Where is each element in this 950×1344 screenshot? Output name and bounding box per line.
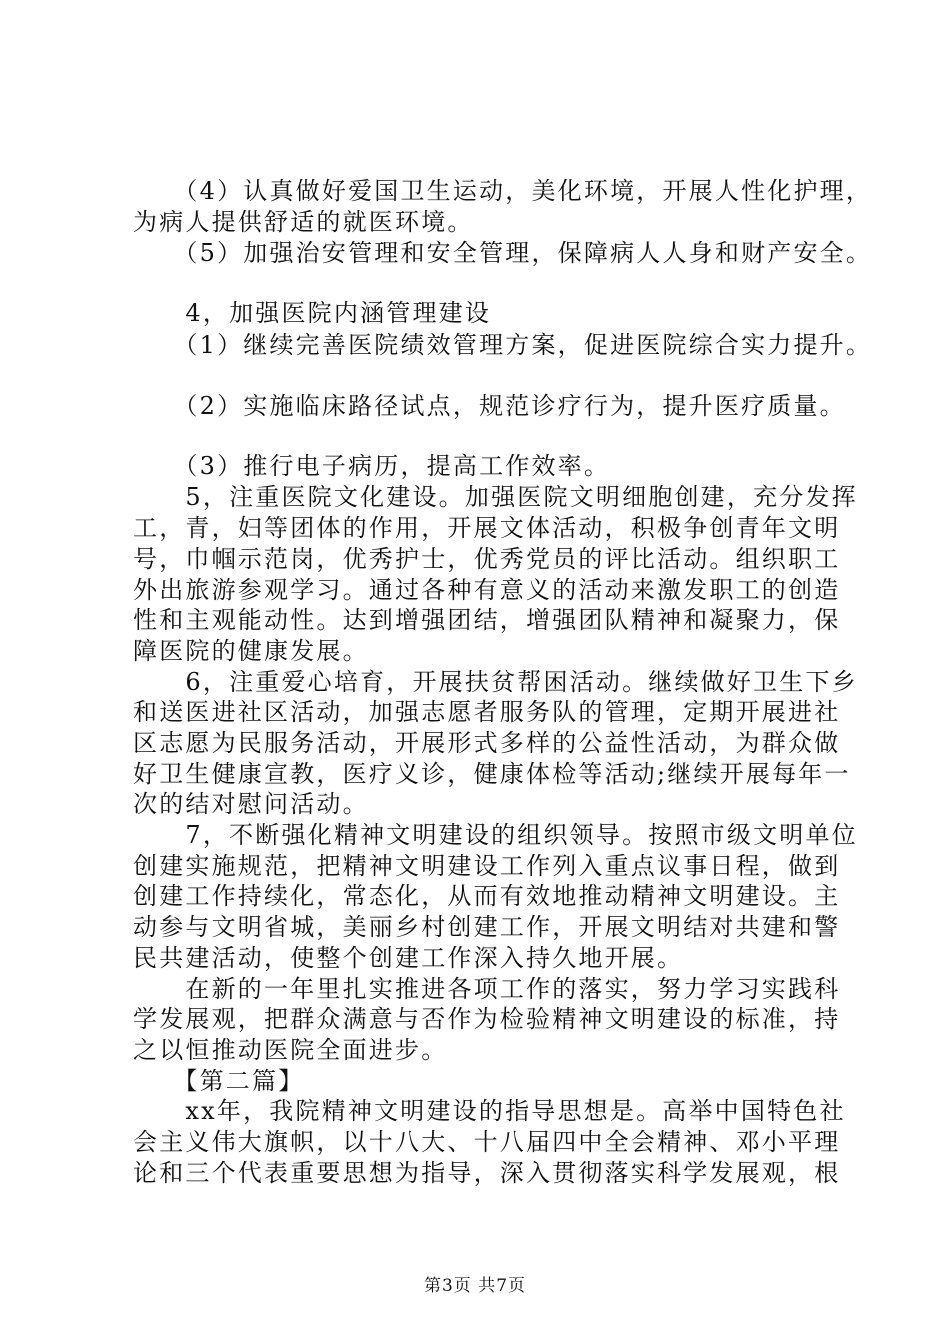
text-line: 会主义伟大旗帜，以十八大、十八届四中全会精神、邓小平理	[133, 1128, 841, 1156]
text-line: 论和三个代表重要思想为指导，深入贯彻落实科学发展观，根	[133, 1159, 841, 1187]
text-line: 创建实施规范，把精神文明建设工作列入重点议事日程，做到	[133, 852, 841, 880]
text-line: 外出旅游参观学习。通过各种有意义的活动来激发职工的创造	[133, 576, 841, 604]
section-heading: 4，加强医院内涵管理建设	[133, 299, 492, 327]
text-line: 和送医进社区活动，加强志愿者服务队的管理，定期开展进社	[133, 698, 841, 726]
text-line: 动参与文明省城，美丽乡村创建工作，开展文明结对共建和警	[133, 913, 841, 941]
text-line: （3）推行电子病历，提高工作效率。	[133, 452, 611, 480]
text-line: 障医院的健康发展。	[133, 637, 369, 665]
text-line: （2）实施临床路径试点，规范诊疗行为，提升医疗质量。	[133, 392, 846, 420]
text-line: 在新的一年里扎实推进各项工作的落实，努力学习实践科	[133, 975, 841, 1003]
text-line: 民共建活动，使整个创建工作深入持久地开展。	[133, 944, 684, 972]
page-footer: 第3页 共7页	[423, 1276, 527, 1296]
text-line: 工，青，妇等团体的作用，开展文体活动，积极争创青年文明	[133, 514, 841, 542]
section-heading: 【第二篇】	[133, 1067, 305, 1095]
text-line: 创建工作持续化，常态化，从而有效地推动精神文明建设。主	[133, 882, 841, 910]
text-line: （4）认真做好爱国卫生运动，美化环境，开展人性化护理，	[133, 177, 873, 205]
text-line: 为病人提供舒适的就医环境。	[133, 208, 474, 236]
text-line: 区志愿为民服务活动，开展形式多样的公益性活动，为群众做	[133, 729, 841, 757]
text-line: 性和主观能动性。达到增强团结，增强团队精神和凝聚力，保	[133, 606, 841, 634]
text-line: 5，注重医院文化建设。加强医院文明细胞创建，充分发挥	[133, 483, 858, 511]
text-line: 之以恒推动医院全面进步。	[133, 1036, 448, 1064]
text-line: 次的结对慰问活动。	[133, 790, 369, 818]
text-line: （1）继续完善医院绩效管理方案，促进医院综合实力提升。	[133, 331, 873, 359]
text-line: （5）加强治安管理和安全管理，保障病人人身和财产安全。	[133, 239, 873, 267]
text-line: 好卫生健康宣教，医疗义诊，健康体检等活动;继续开展每年一	[133, 760, 851, 788]
text-line: xx年，我院精神文明建设的指导思想是。高举中国特色社	[133, 1097, 846, 1125]
text-line: 学发展观，把群众满意与否作为检验精神文明建设的标准，持	[133, 1005, 841, 1033]
text-line: 6，注重爱心培育，开展扶贫帮困活动。继续做好卫生下乡	[133, 668, 858, 696]
text-line: 7，不断强化精神文明建设的组织领导。按照市级文明单位	[133, 821, 858, 849]
text-line: 号，巾帼示范岗，优秀护士，优秀党员的评比活动。组织职工	[133, 545, 841, 573]
